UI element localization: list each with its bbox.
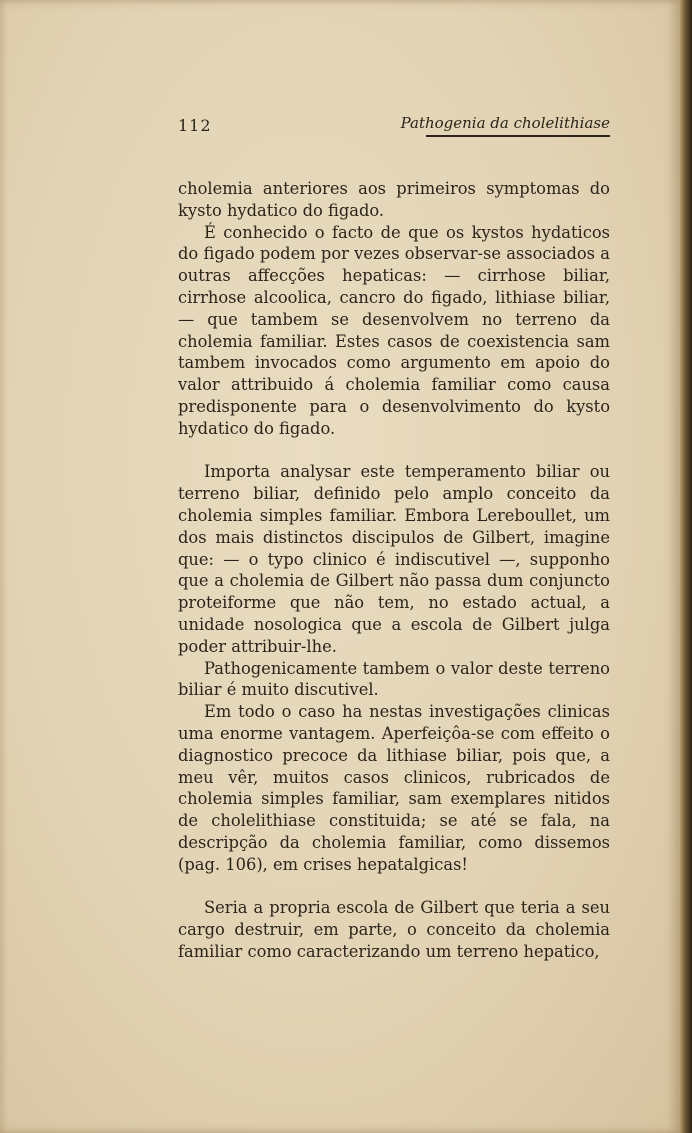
page-number: 112	[178, 116, 212, 135]
paragraph-6: Seria a propria escola de Gilbert que teria a seu cargo destruir, em parte, o conceito da cholemia familiar como caracterizando um terreno hepatico,	[178, 898, 610, 961]
paragraph-5: Em todo o caso ha nestas investigações clinicas uma enorme vantagem. Aperfeiçôa-se com effeito o diagnostico precoce da lithiase biliar, pois que, a meu vêr, muitos casos clinicos, rubricados de cholemia simples familiar, sam exemplares nitidos de cholelithiase constituida; se até se fala, na descripção da cholemia familiar, como dissemos (pag. 106), em crises hepatalgicas!	[178, 702, 610, 874]
paragraph-2: É conhecido o facto de que os kystos hydaticos do figado podem por vezes observar-se associados a outras affecções hepaticas: — cirrhose biliar, cirrhose alcoolica, cancro do figado, lithiase biliar, — que tambem se desenvolvem no terreno da cholemia familiar. Estes casos de coexistencia sam tambem invocados como argumento em apoio do valor attribuido á cholemia familiar como causa predisponente para o desenvolvimento do kysto hydatico do figado.	[178, 222, 610, 438]
paragraph-4: Pathogenicamente tambem o valor deste terreno biliar é muito discutivel.	[178, 658, 610, 700]
paragraph-3: Importa analysar este temperamento biliar ou terreno biliar, definido pelo amplo conceito da cholemia simples familiar. Embora Lereboullet, um dos mais distinctos discipulos de Gilbert, imagine que: — o typo clinico é indiscutivel —, supponho que a cholemia de Gilbert não passa dum conjuncto proteiforme que não tem, no estado actual, a unidade nosologica que a escola de Gilbert julga poder attribuir-lhe.	[178, 462, 610, 656]
body-text	[178, 178, 610, 963]
page-edge	[680, 0, 692, 1133]
paragraph-1: cholemia anteriores aos primeiros symptomas do kysto hydatico do figado.	[178, 179, 610, 220]
running-title: Pathogenia da cholelithiase	[400, 114, 610, 132]
header-rule	[426, 135, 610, 137]
